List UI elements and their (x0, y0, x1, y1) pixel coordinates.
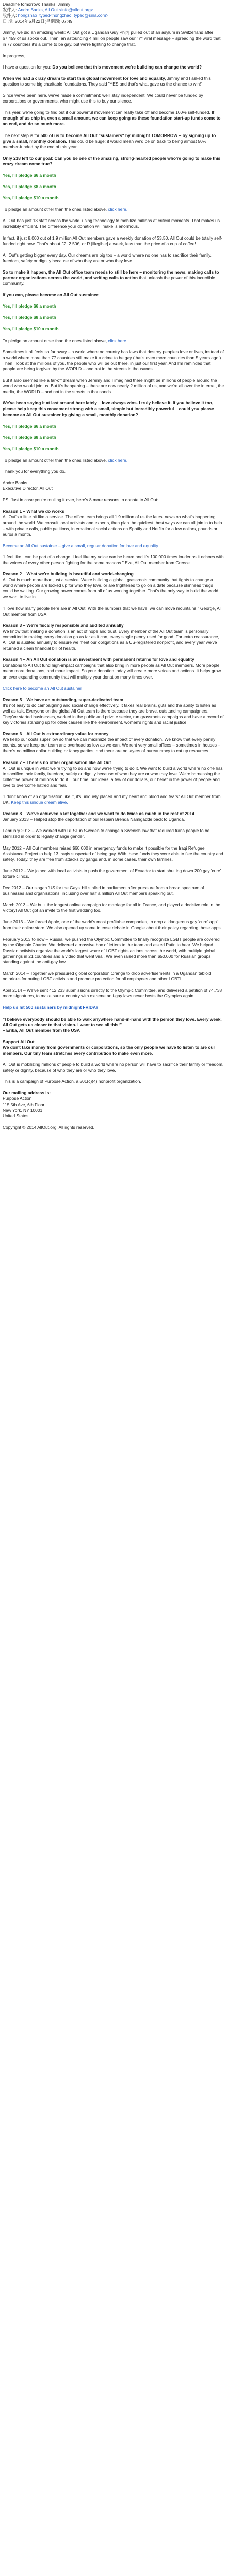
member-quote-by: – Erika, All Out member from the USA (3, 1027, 80, 1033)
question-lead: I have a question for you: (3, 64, 52, 70)
timeline (3, 817, 224, 999)
from-row (3, 7, 224, 13)
reason-1-link-row (3, 543, 224, 549)
to-label: 收件人: (3, 13, 17, 19)
love-wins-paragraph: We've been saying it at last around here lately – love always wins. I truly believe it. If you believe it too, please help keep this movement strong with a small, simple but incredibly powerful – could you please become an All Out sustainer by giving a small, monthly donation? (3, 400, 214, 417)
timeline-item: May 2012 – All Out members raised $60,000 in emergency funds to make it possible for the Iraqi Refugee Assistance Project to help 13 Iraqis suspected of being gay. With these funds they were able to flee the country and safety. Today, they are free from attacks by gangs and, in some cases, their own families. (3, 845, 223, 862)
become-sustainer-line: If you can, please become an All Out sustainer: (3, 292, 100, 298)
next-step-paragraph (3, 133, 224, 150)
timeline-item: June 2012 – We joined with local activists to push the government of Ecuador to start shutting down 200 gay 'cure' torture clinics. (3, 868, 221, 879)
member-quote: "I believe everybody should be able to walk anywhere hand-in-hand with the person they love. Every week, All Out gets us closer to that vision. I want to see all this!" (3, 1016, 222, 1027)
staff-paragraph: All Out has just 13 staff across the world, using technology to mobilize millions at critical moments. That makes us incredibly efficient. The difference your donation will make is enormous. (3, 218, 220, 229)
to-email-link[interactable]: hongzhao_typed<hongzhao_typed@sina.com> (18, 13, 109, 19)
email-header (3, 2, 224, 24)
reason-8-heading: Reason 8 – We've achieved a lot together and we want to do twice as much in the rest of 2014 (3, 811, 194, 817)
reason-6-text: We keep our costs super low so that we can maximize the impact of every donation. We know that every penny counts, so we keep our team and overhead as low as we can. We rent very small offices – sometimes in houses – there's no million dollar building or fancy parties, and there are no layers of bureaucracy to eat up resources. (3, 737, 220, 754)
pledge-10-link[interactable]: Yes, I'll pledge $10 a month (3, 195, 59, 201)
date-value: 2014年5月22日(星期四) 07:49 (14, 19, 73, 24)
question-bold: Do you believe that this movement we're building can change the world? (52, 64, 202, 70)
selffunded-paragraph (3, 110, 224, 127)
pledge-8-link-2[interactable]: Yes, I'll pledge $8 a month (3, 315, 56, 320)
other-amount-text-2: To pledge an amount other than the ones listed above, (3, 337, 107, 343)
team-bold: So to make it happen, the All Out office team needs to still be here – monitoring the news, making calls to partner organizations across the world, and writing calls to action (3, 269, 219, 280)
team-tail: that unleash the power of this incredible community. (3, 275, 215, 286)
reason-7-quote: "I don't know of an organisation like it, it's uniquely placed and my heart and blood and tears" All Out member from UK. (3, 794, 221, 805)
question-paragraph (3, 64, 224, 70)
pledge-10-link-3[interactable]: Yes, I'll pledge $10 a month (3, 446, 59, 451)
signature-name: Andre Banks (3, 480, 27, 486)
reason-1-text: All Out's a little bit like a service. The office team brings all 1.9 million of us the latest news on what's happening around the world. We consult local activists and experts, then plan the quickest, best ways we can all join in to help – with private calls, public petitions, international social actions on Spotify and Netflix for a few dollars, pounds or euros a month. (3, 514, 222, 537)
reason-6-heading: Reason 6 – All Out is extraordinary value for money (3, 731, 109, 737)
dream-text: Jimmy and I asked this question to some big charitable foundations. They said "YES and that's what gave us the chance to win!" (3, 75, 211, 87)
pledge-8-link[interactable]: Yes, I'll pledge $8 a month (3, 184, 56, 190)
reason-2-quote: "I love how many people here are in All Out. With the numbers that we have, we can move mountains." George, All Out member from USA (3, 605, 222, 617)
reason-4-text: Donations to All Out fund high-impact campaigns that also bring in more people as All Out members. More people mean more donations, and more impact. So your donation today will create more voices and actions. It helps grow an ever expanding community that will multiply your donation many times over. (3, 663, 221, 680)
signature (3, 480, 224, 492)
pledge-group-3 (3, 423, 224, 457)
pledge-6-link[interactable]: Yes, I'll pledge $6 a month (3, 172, 56, 178)
independence-paragraph: Since we've been here, we've made a commitment: we'll stay independent. We could never be funded by corporations or governments, who might use this to buy our silence. (3, 93, 203, 104)
timeline-item: Dec 2012 – Our slogan 'US for the Gays' bill stalled in parliament after pressure from a broad spectrum of businesses and organisations, including over half a million All Out members speaking out. (3, 885, 204, 896)
click-here-link-3[interactable]: click here. (108, 457, 128, 463)
pledge-8-link-3[interactable]: Yes, I'll pledge $8 a month (3, 434, 56, 440)
timeline-item: June 2013 – We forced Apple, one of the world's most profitable companies, to drop a 'dangerous gay 'cure' app' from their online store. We also opened up some intense debate in Google about their policy regarding those apps. (3, 919, 222, 930)
reason-4-heading: Reason 4 – An All Out donation is an investment with permanent returns for love and equality (3, 657, 194, 663)
reason-2-text: All Out is much more than just a service. We're building a global, grassroots community that fights to change a world where people are locked up for who they love, or are frightened to go on a date because skinhead thugs could be waiting. Our growing power comes from all of us working together. That's the only way to build the world we want to live in. (3, 577, 219, 600)
other-amount-3 (3, 457, 224, 463)
address-line: United States (3, 1113, 29, 1118)
support-heading: Support All Out (3, 1039, 35, 1044)
timeline-item: February 2013 – We worked with RFSL in Sweden to change a Swedish law that required trans people to be sterilized in order to legally change gender. (3, 828, 210, 839)
click-here-link[interactable]: click here. (108, 207, 128, 212)
timeline-item: February 2013 to now – Russia: we pushed the Olympic Committee to finally recognize LGBT people are covered by the Olympic Charter. We delivered a massive box of letters to the team and asked Putin to hear. We helped Russian activists organize the world's largest wave of LGBT rights actions across the world, with multiple global gatherings in 21 countries and a video that went viral. We even raised more than $50,000 for Russian groups standing against the anti-gay law. (3, 936, 220, 964)
support-text-3: This is a campaign of Purpose Action, a 501(c)(4) nonprofit organization. (3, 1079, 141, 1084)
progress-line: In progress, (3, 53, 26, 58)
dream-paragraph (3, 76, 224, 87)
selffunded-text: This year, we're going to find out if our powerful movement can really take off and become 100% self-funded. (3, 110, 210, 115)
reason-3-text: We know that making a donation is an act of hope and trust. Every member of the All Out team is personally committed to making every donation go as far as it can, every single penny used for good. For extra reassurance, All Out is audited annually to ensure we meet our obligations as a US-registered nonprofit, and every year we've returned a clean financial bill of health. (3, 628, 219, 651)
reason-5-heading: Reason 5 – We have an outstanding, super-dedicated team (3, 697, 123, 702)
other-amount-1 (3, 207, 224, 212)
timeline-item: March 2014 – Together we pressured global corporation Orange to drop advertisements in a Ugandan tabloid notorious for outing LGBT activists and promote protection for all employees and other LGBTI. (3, 971, 212, 982)
next-step-tail: This could be huge: it would mean we'd be on track to being almost 50% member-funded by the end of this year. (3, 138, 207, 149)
pledge-6-link-2[interactable]: Yes, I'll pledge $6 a month (3, 303, 56, 309)
next-step-text: The next step is for (3, 132, 40, 138)
to-row (3, 13, 224, 19)
support-text-2: All Out is mobilizing millions of people to build a world where no person will have to sacrifice their family or freedom, safety or dignity, because of who they are or who they love. (3, 1062, 224, 1073)
selffunded-bold-2: even a small amount, we can keep going as these foundation start-up funds come to an end, and do so much more. (3, 115, 221, 127)
from-name-link[interactable]: Andre Banks, All Out (18, 7, 58, 13)
reason-7-text: All Out is unique in what we're trying to do and how we're trying to do it. We want to build a world where no one has to sacrifice their family, freedom, safety or dignity because of who they are or who they love. We're harnessing the collective power of millions to do it... our time, our ideas, a few of our dollars, our belief in the power of people and love to overcome hatred and fear. (3, 765, 223, 788)
other-amount-2 (3, 338, 224, 344)
far-off-dream-paragraph: But it also seemed like a far-off dream when Jeremy and I imagined there might be millions of people around the world who would join us. But it's happening – there are now nearly 2 million of us, and we're all over the internet, the media, the WORLD – and not in the streets in thousands. (3, 378, 224, 395)
goal-paragraph: Only 218 left to our goal: Can you be one of the amazing, strong-hearted people who're going to make this crazy dream come true? (3, 155, 221, 166)
thanks-line: Thank you for everything you do, (3, 468, 66, 474)
pledge-6-link-3[interactable]: Yes, I'll pledge $6 a month (3, 423, 56, 429)
address-heading: Our mailing address is: (3, 1090, 51, 1096)
address-line: Purpose Action (3, 1096, 32, 1101)
from-label: 发件人: (3, 7, 17, 13)
far-away-paragraph: Sometimes it all feels so far away – a world where no country has laws that destroy people's love or lives, instead of a world where more than 77 countries still make it a crime to be gay (that's even more countries than 5 years ago!). Then I look at the millions of you, the people who will be out there, in just our first year. And I'm reminded that people are being forgiven by the WORLD – and not in the streets in thousands. (3, 349, 224, 371)
dream-bold: When we had a crazy dream to start this global movement for love and equality, (3, 75, 166, 81)
team-paragraph (3, 269, 224, 286)
dream-big-paragraph: All Out's getting bigger every day. Our dreams are big too – a world where no one has to sacrifice their family, freedom, safety or dignity because of who they are or who they love. (3, 252, 212, 263)
math-paragraph: In fact, if just 8,000 out of 1.9 million All Out members gave a weekly donation of $3.50, All Out could be totally self-funded right now. That's about £2, 2.50€, or R [illegible] a week, less than the price of a cup of coffee! (3, 235, 222, 246)
signature-title: Executive Director, All Out (3, 486, 53, 492)
pledge-group-1 (3, 173, 224, 207)
final-cta-row (3, 1005, 224, 1010)
reason-7-heading: Reason 7 – There's no other organisation like All Out (3, 759, 111, 765)
next-step-bold: 500 of us to become All Out "sustainers" by midnight TOMORROW – by signing up to give a small, monthly donation. (3, 132, 216, 144)
intro-paragraph: Jimmy, we did an amazing week: All Out got a Ugandan Guy Ph[?] pulled out of an asylum in Switzerland after 67,459 of us spoke out. Then, an astounding 4 million people saw our "Y" viral message – spreading the word that in 77 countries it's a crime to be gay, but we're fighting to change that. (3, 30, 221, 47)
support-text: We don't take money from governments or corporations, so the only people we have to listen to are our members. Our tiny team stretches every contribution to make even more. (3, 1044, 215, 1056)
other-amount-text-3: To pledge an amount other than the ones listed above, (3, 457, 107, 463)
click-here-link-2[interactable]: click here. (108, 337, 128, 343)
pledge-10-link-2[interactable]: Yes, I'll pledge $10 a month (3, 326, 59, 332)
timeline-item: April 2014 – We've sent 412,233 submissions directly to the Olympic Committee, and delivered a petition of 74,738 more signatures, to make sure a country with extreme anti-gay laws never hosts the Olympics again. (3, 988, 222, 999)
reason-3-heading: Reason 3 – We're fiscally responsible and audited annually (3, 622, 124, 628)
final-cta-link[interactable]: Help us hit 500 sustainers by midnight FRIDAY (3, 1005, 99, 1010)
address-line: 115 5th Ave, 6th Floor (3, 1101, 45, 1107)
sustainer-click-link[interactable]: Click here to become an All Out sustainer (3, 685, 82, 691)
date-row (3, 19, 224, 24)
become-sustainer-link[interactable]: Become an All Out sustainer – give a small, regular donation for love and equality. (3, 543, 159, 548)
reason-1-quote: "I feel like I can be part of a change. I feel like my voice can be heard and it's 100,000 times louder as it echoes with the voices of every other person fighting for the same reasons." Eve, All Out member from Greece (3, 554, 224, 565)
reason-1-heading: Reason 1 – What we do works (3, 509, 64, 514)
date-label: 日 期: (3, 19, 14, 24)
from-email-link[interactable]: <info@allout.org> (59, 7, 93, 13)
mailing-address (3, 1090, 224, 1118)
keep-dream-link[interactable]: Keep this unique dream alive. (11, 800, 68, 805)
reason-2-heading: Reason 2 – What we're building is beautiful and world-changing (3, 571, 134, 577)
reason-5-text: It's not easy to do campaigning and social change effectively. It takes real brains, guts and the ability to listen as well as talk. Everyone on the global All Out team is there because they are brave, outstanding campaigners. They've started businesses, worked in the public and private sector, run grassroots campaigns and have a record of key victories standing up for other causes like the environment, women's rights and racial justice. (3, 702, 224, 725)
timeline-item: March 2013 – We built the longest online campaign for marriage for all in France, and played a decisive role in the Victory! All Out got an invite to the first wedding too. (3, 902, 221, 913)
address-line: New York, NY 10001 (3, 1107, 43, 1113)
pledge-group-2 (3, 303, 224, 337)
ps-paragraph: PS. Just in case you're mulling it over, here's 8 more reasons to donate to All Out: (3, 497, 159, 503)
reason-7-quote-row (3, 794, 224, 805)
email-subject: Deadline tomorrow: Thanks, Jimmy (3, 2, 71, 7)
copyright: Copyright © 2014 AllOut.org, All rights reserved. (3, 1124, 94, 1130)
timeline-item: January 2013 – Helped stop the deportation of our lesbian Brenda Namigadde back to Uganda. (3, 817, 185, 822)
selffunded-bold: If enough of us chip in, (3, 110, 215, 121)
other-amount-text: To pledge an amount other than the ones listed above, (3, 207, 107, 212)
reason-4-link-row (3, 686, 224, 691)
